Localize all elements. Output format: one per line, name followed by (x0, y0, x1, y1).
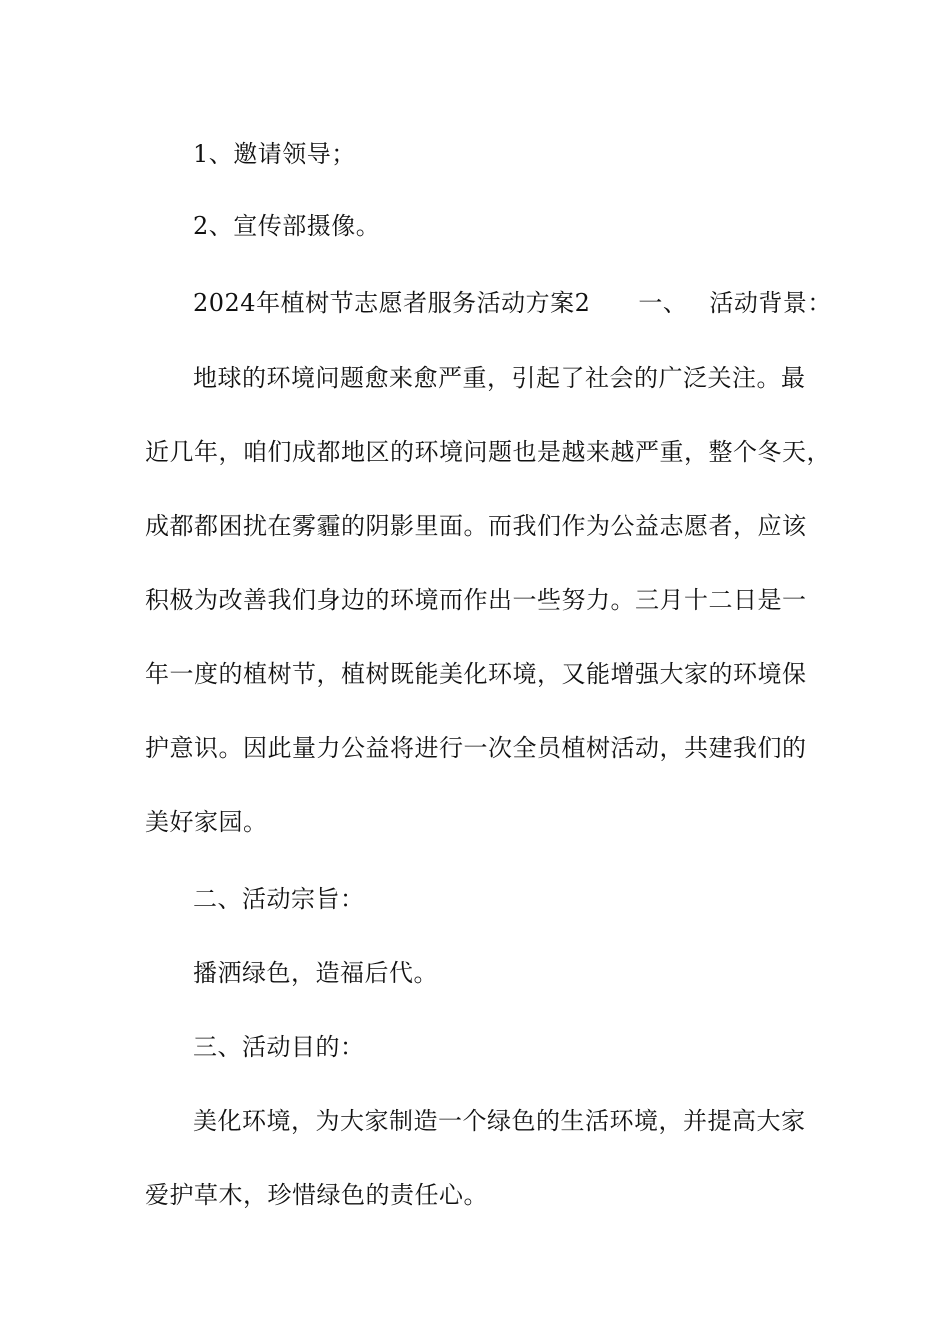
document-title: 2024年植树节志愿者服务活动方案2 (193, 289, 591, 317)
number-spacer (687, 288, 709, 318)
title-spacer (590, 288, 638, 318)
list-item-publicity-video: 2、宣传部摄像。 (193, 212, 381, 240)
paragraph-line: 积极为改善我们身边的环境而作出一些努力。三月十二日是一 (145, 586, 807, 614)
goal-text-line: 爱护草木，珍惜绿色的责任心。 (145, 1181, 488, 1209)
paragraph-line: 地球的环境问题愈来愈严重，引起了社会的广泛关注。最 (193, 364, 806, 392)
paragraph-line: 成都都困扰在雾霾的阴影里面。而我们作为公益志愿者，应该 (145, 512, 807, 540)
paragraph-line: 护意识。因此量力公益将进行一次全员植树活动，共建我们的 (145, 734, 807, 762)
paragraph-line: 年一度的植树节，植树既能美化环境，又能增强大家的环境保 (145, 660, 807, 688)
section-label: 活动背景： (709, 289, 832, 317)
goal-heading: 三、活动目的： (193, 1033, 365, 1061)
section-number: 一、 (638, 289, 688, 317)
paragraph-line: 美好家园。 (145, 808, 268, 836)
section-title-line (193, 288, 832, 318)
purpose-heading: 二、活动宗旨： (193, 885, 365, 913)
purpose-text: 播洒绿色，造福后代。 (193, 959, 438, 987)
goal-text-line: 美化环境，为大家制造一个绿色的生活环境，并提高大家 (193, 1107, 806, 1135)
list-item-invite-leaders: 1、邀请领导； (193, 140, 356, 168)
paragraph-line: 近几年，咱们成都地区的环境问题也是越来越严重，整个冬天， (145, 438, 831, 466)
